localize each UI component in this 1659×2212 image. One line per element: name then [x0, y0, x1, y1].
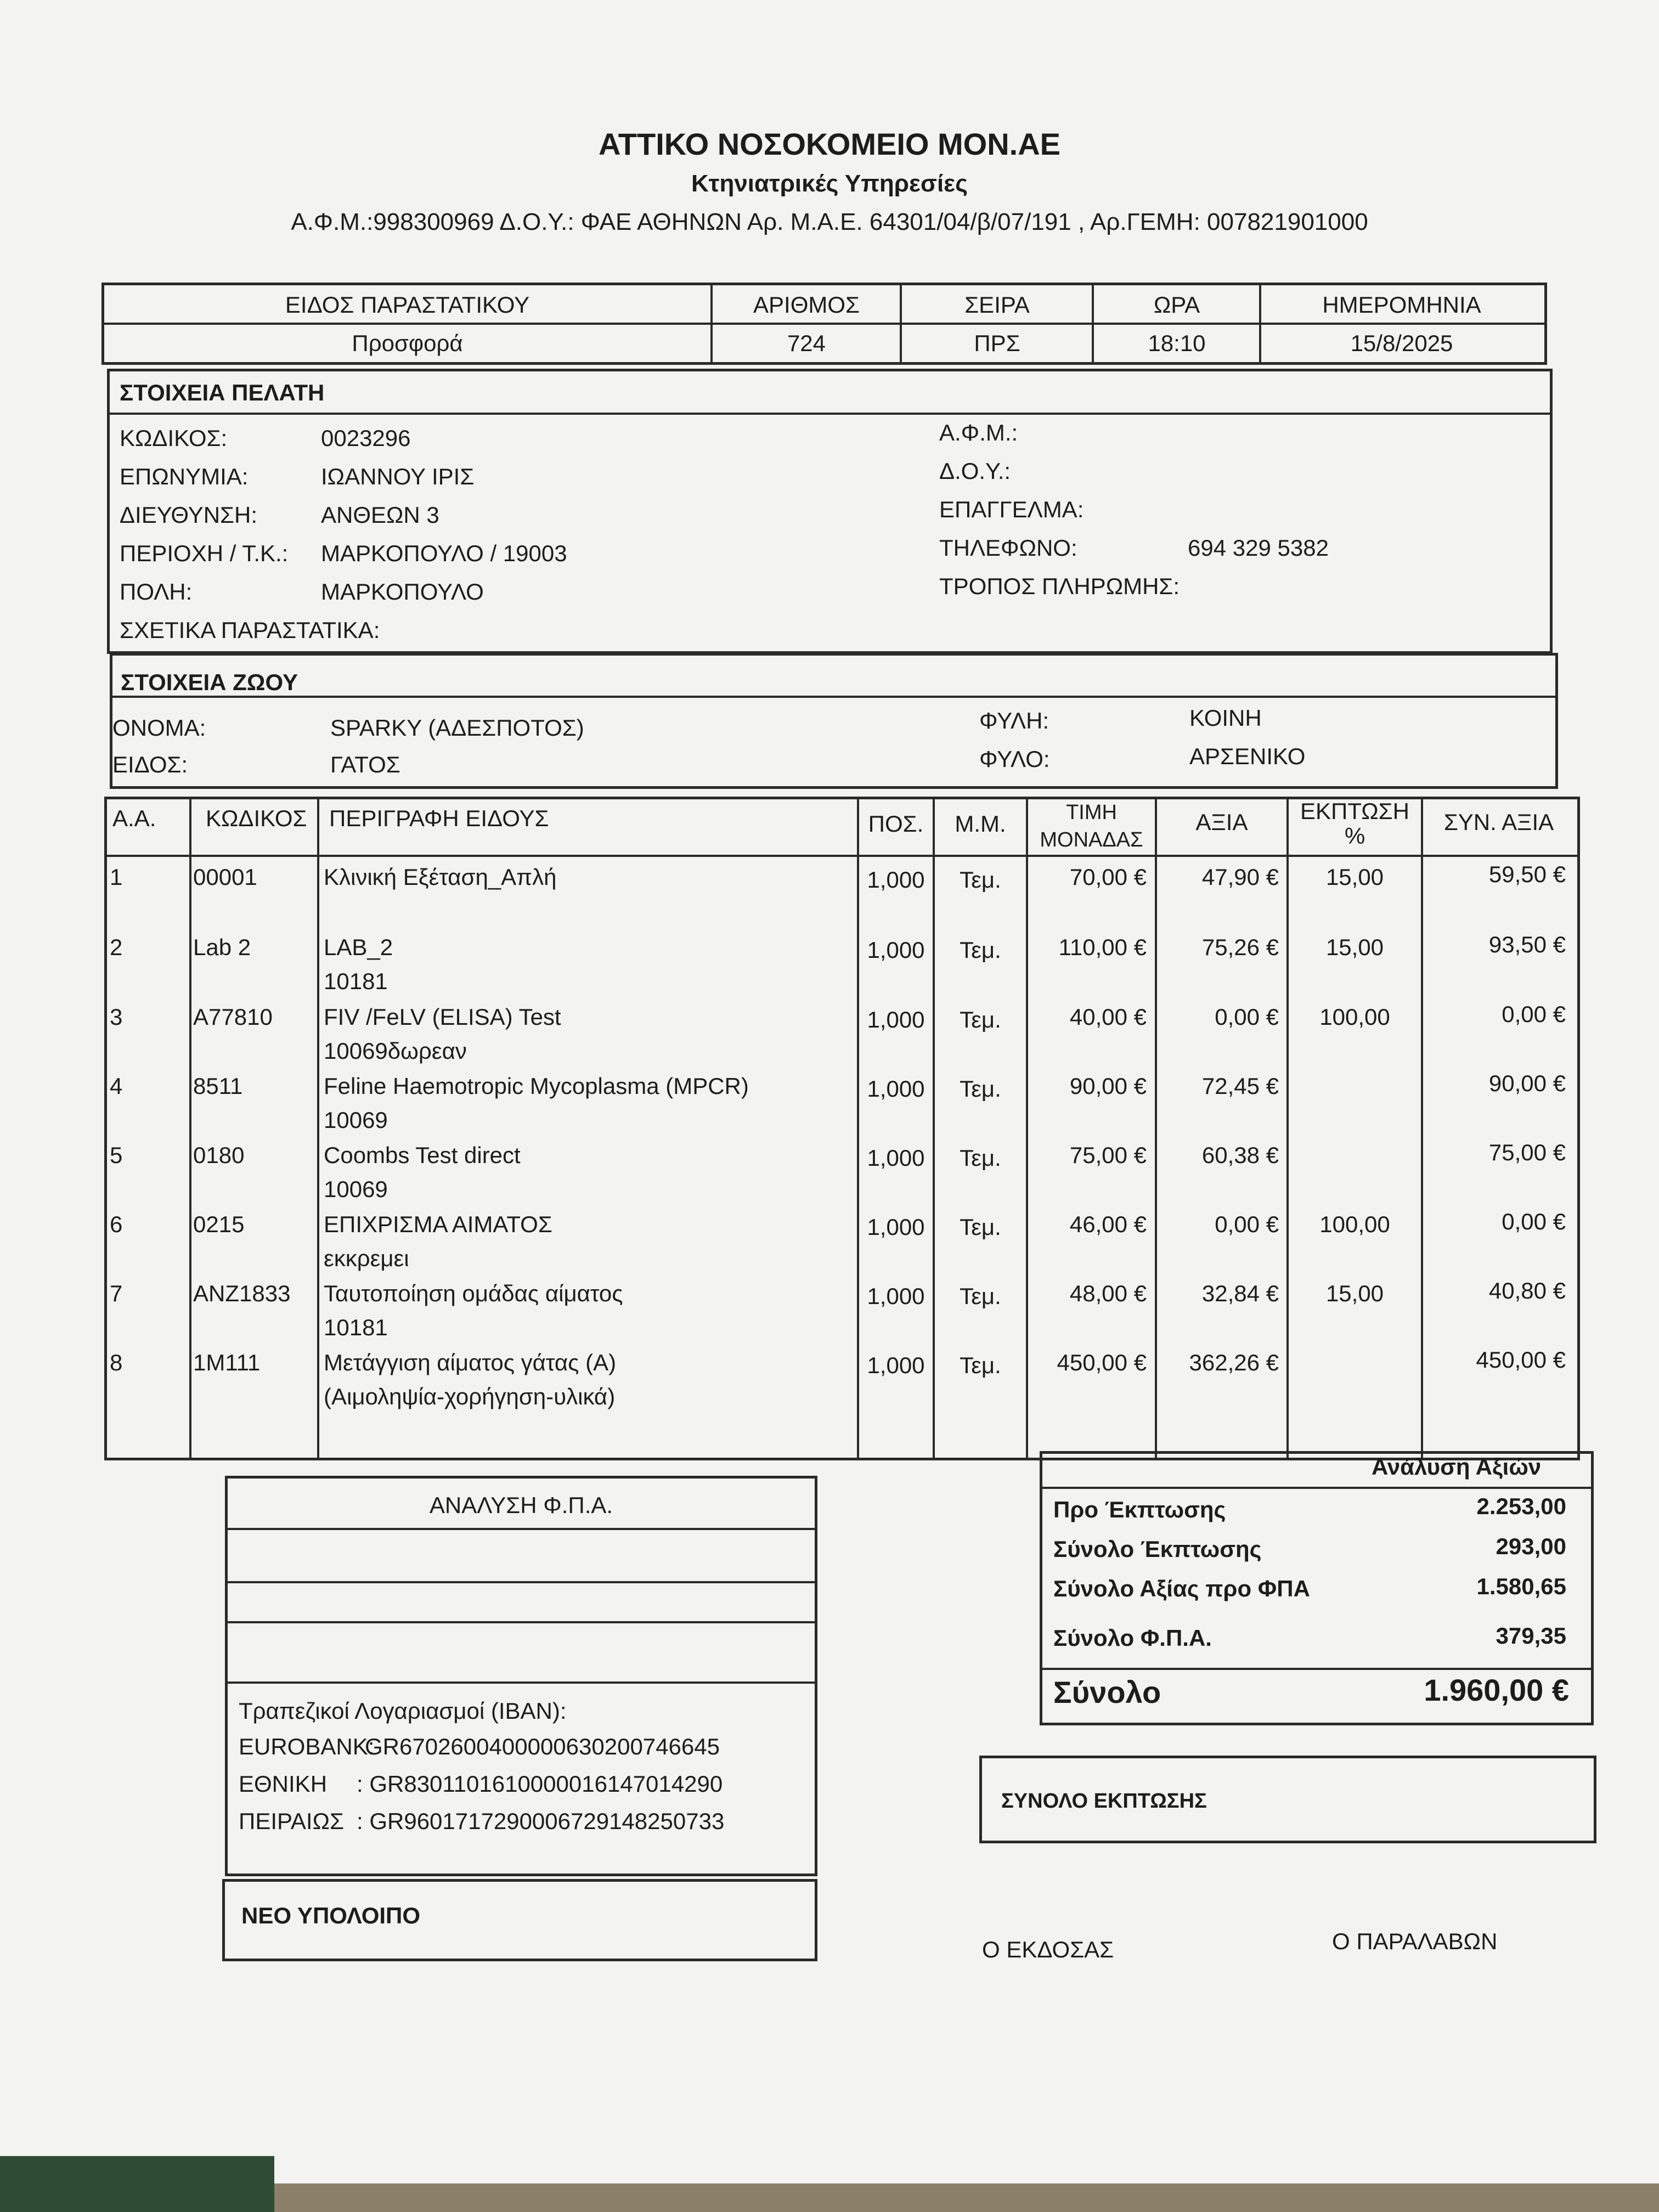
customer-area-label: ΠΕΡΙΟΧΗ / Τ.Κ.:	[120, 540, 289, 566]
row-3-code: A77810	[193, 1004, 273, 1030]
row-4-qty: 1,000	[867, 1076, 925, 1102]
row-5-desc2: 10069	[324, 1176, 388, 1202]
row-8-total: 450,00 €	[1476, 1347, 1566, 1373]
row-4-value: 72,45 €	[1201, 1073, 1279, 1099]
row-1-code: 00001	[193, 864, 257, 890]
doc-date-value: 15/8/2025	[1350, 330, 1453, 356]
col-unit-price-header: ΤΙΜΗ	[1066, 801, 1117, 824]
row-6-total: 0,00 €	[1502, 1209, 1566, 1234]
company-subtitle: Κτηνιατρικές Υπηρεσίες	[691, 170, 968, 197]
row-8-qty: 1,000	[867, 1352, 925, 1378]
row-5-value: 60,38 €	[1201, 1142, 1279, 1168]
col-discount-header-2: %	[1344, 823, 1365, 849]
grand-total-label: Σύνολο	[1053, 1675, 1161, 1709]
doc-series-value: ΠΡΣ	[974, 330, 1020, 356]
row-7-unit: Τεμ.	[960, 1283, 1001, 1309]
col-discount-header: ΕΚΠΤΩΣΗ	[1300, 798, 1409, 824]
row-3-qty: 1,000	[867, 1007, 925, 1032]
row-7-total: 40,80 €	[1488, 1278, 1566, 1304]
row-7-desc1: Ταυτοποίηση ομάδας αίματος	[324, 1280, 623, 1306]
animal-breed-label: ΦΥΛΗ:	[979, 708, 1049, 733]
col-value-header: ΑΞΙΑ	[1195, 809, 1248, 835]
row-8-price: 450,00 €	[1057, 1350, 1147, 1375]
customer-phone-label: ΤΗΛΕΦΩΝΟ:	[939, 535, 1077, 561]
customer-section-title: ΣΤΟΙΧΕΙΑ ΠΕΛΑΤΗ	[120, 380, 325, 405]
vat-total-value: 379,35	[1496, 1623, 1566, 1649]
doc-type-label: ΕΙΔΟΣ ΠΑΡΑΣΤΑΤΙΚΟΥ	[285, 292, 530, 318]
row-2-price: 110,00 €	[1058, 934, 1147, 960]
animal-sex: ΑΡΣΕΝΙΚΟ	[1189, 743, 1306, 769]
discount-label: Σύνολο Έκπτωσης	[1053, 1536, 1262, 1562]
bank-iban-3: : GR9601717290006729148250733	[357, 1808, 725, 1834]
row-7-aa: 7	[110, 1280, 123, 1306]
background-fabric	[0, 2156, 274, 2212]
row-3-aa: 3	[110, 1004, 123, 1030]
net-value-label: Σύνολο Αξίας προ ΦΠΑ	[1053, 1576, 1310, 1601]
bank-name-1: EUROBANK:	[239, 1734, 375, 1759]
row-5-aa: 5	[110, 1142, 123, 1168]
row-8-code: 1M111	[193, 1350, 261, 1375]
row-4-desc2: 10069	[324, 1107, 388, 1133]
row-1-price: 70,00 €	[1069, 864, 1147, 890]
new-balance-label: ΝΕΟ ΥΠΟΛΟΙΠΟ	[241, 1903, 421, 1928]
row-4-code: 8511	[193, 1073, 243, 1099]
row-2-disc: 15,00	[1325, 934, 1384, 960]
row-6-qty: 1,000	[867, 1214, 925, 1240]
doc-date-label: ΗΜΕΡΟΜΗΝΙΑ	[1322, 292, 1481, 318]
row-5-total: 75,00 €	[1488, 1139, 1566, 1165]
animal-section	[110, 653, 1558, 789]
vat-analysis-title: ΑΝΑΛΥΣΗ Φ.Π.Α.	[429, 1492, 613, 1518]
row-3-unit: Τεμ.	[960, 1007, 1001, 1032]
col-aa-header: Α.Α.	[112, 805, 156, 831]
row-1-value: 47,90 €	[1201, 864, 1279, 890]
bank-accounts-title: Τραπεζικοί Λογαριασμοί (IBAN):	[239, 1698, 567, 1724]
row-5-desc1: Coombs Test direct	[324, 1142, 521, 1168]
row-8-unit: Τεμ.	[960, 1352, 1001, 1378]
col-qty-header: ΠΟΣ.	[868, 811, 924, 837]
company-registry: Α.Φ.Μ.:998300969 Δ.Ο.Υ.: ΦΑΕ ΑΘΗΝΩΝ Αρ. Μ.Α.Ε. 64301/04/β/07/191 , Αρ.ΓΕΜΗ: 007821901000	[291, 208, 1368, 235]
doc-number-value: 724	[787, 330, 826, 356]
row-2-desc2: 10181	[324, 968, 388, 994]
row-4-aa: 4	[110, 1073, 123, 1099]
customer-doy-label: Δ.Ο.Υ.:	[939, 458, 1011, 484]
row-4-desc1: Feline Haemotropic Mycoplasma (MPCR)	[324, 1073, 749, 1099]
customer-name: ΙΩΑΝΝΟΥ ΙΡΙΣ	[321, 464, 475, 489]
discount-total-label: ΣΥΝΟΛΟ ΕΚΠΤΩΣΗΣ	[1001, 1790, 1207, 1813]
customer-afm-label: Α.Φ.Μ.:	[939, 420, 1018, 445]
row-3-value: 0,00 €	[1215, 1004, 1279, 1030]
animal-section-title: ΣΤΟΙΧΕΙΑ ΖΩΟΥ	[121, 669, 298, 695]
row-2-value: 75,26 €	[1201, 934, 1279, 960]
customer-phone: 694 329 5382	[1188, 535, 1329, 561]
doc-time-value: 18:10	[1148, 330, 1206, 356]
customer-payment-label: ΤΡΟΠΟΣ ΠΛΗΡΩΜΗΣ:	[939, 573, 1180, 599]
pre-discount-label: Προ Έκπτωσης	[1053, 1497, 1226, 1522]
col-unit-header: Μ.Μ.	[955, 811, 1006, 837]
animal-name-label: ΟΝΟΜΑ:	[112, 715, 206, 741]
issuer-signature-label: Ο ΕΚΔΟΣΑΣ	[982, 1937, 1114, 1962]
bank-name-3: ΠΕΙΡΑΙΩΣ	[239, 1808, 344, 1834]
row-7-code: ANZ1833	[193, 1280, 291, 1306]
row-2-code: Lab 2	[193, 934, 251, 960]
animal-name: SPARKY (ΑΔΕΣΠΟΤΟΣ)	[330, 715, 584, 741]
row-5-code: 0180	[193, 1142, 245, 1168]
pre-discount-value: 2.253,00	[1476, 1493, 1566, 1519]
doc-series-label: ΣΕΙΡΑ	[964, 292, 1030, 318]
grand-total-value: 1.960,00 €	[1424, 1673, 1569, 1707]
row-8-desc1: Μετάγγιση αίματος γάτας (Α)	[324, 1350, 617, 1375]
col-unit-price-header-2: ΜΟΝΑΔΑΣ	[1040, 828, 1143, 851]
row-3-total: 0,00 €	[1502, 1001, 1566, 1027]
net-value: 1.580,65	[1476, 1573, 1566, 1599]
receiver-signature-label: Ο ΠΑΡΑΛΑΒΩΝ	[1332, 1928, 1498, 1954]
customer-address: ΑΝΘΕΩΝ 3	[321, 502, 439, 528]
row-4-total: 90,00 €	[1488, 1070, 1566, 1096]
row-6-unit: Τεμ.	[960, 1214, 1001, 1240]
row-2-aa: 2	[110, 934, 123, 960]
row-6-desc2: εκκρεμει	[324, 1245, 409, 1271]
bank-iban-2: : GR8301101610000016147014290	[357, 1771, 723, 1797]
doc-number-label: ΑΡΙΘΜΟΣ	[753, 292, 860, 318]
row-1-unit: Τεμ.	[960, 867, 1001, 893]
customer-profession-label: ΕΠΑΓΓΕΛΜΑ:	[939, 496, 1084, 522]
row-4-unit: Τεμ.	[960, 1076, 1001, 1102]
row-1-qty: 1,000	[867, 867, 925, 893]
company-title: ΑΤΤΙΚΟ ΝΟΣΟΚΟΜΕΙΟ ΜΟΝ.ΑΕ	[598, 127, 1061, 161]
row-2-total: 93,50 €	[1488, 932, 1566, 957]
col-total-header: ΣΥΝ. ΑΞΙΑ	[1443, 809, 1554, 835]
row-3-disc: 100,00	[1319, 1004, 1390, 1030]
bank-iban-1: GR6702600400000630200746645	[365, 1734, 720, 1759]
row-1-total: 59,50 €	[1488, 861, 1566, 887]
row-6-desc1: ΕΠΙΧΡΙΣΜΑ ΑΙΜΑΤΟΣ	[324, 1211, 552, 1237]
row-1-aa: 1	[110, 864, 123, 890]
row-8-value: 362,26 €	[1189, 1350, 1279, 1375]
row-1-disc: 15,00	[1325, 864, 1384, 890]
vat-total-label: Σύνολο Φ.Π.Α.	[1053, 1625, 1212, 1651]
row-3-price: 40,00 €	[1069, 1004, 1147, 1030]
row-5-qty: 1,000	[867, 1145, 925, 1171]
doc-time-label: ΩΡΑ	[1153, 292, 1200, 318]
row-6-disc: 100,00	[1319, 1211, 1390, 1237]
customer-city: ΜΑΡΚΟΠΟΥΛΟ	[321, 579, 484, 605]
row-4-price: 90,00 €	[1069, 1073, 1147, 1099]
customer-area: ΜΑΡΚΟΠΟΥΛΟ / 19003	[321, 540, 567, 566]
row-7-price: 48,00 €	[1069, 1280, 1147, 1306]
bank-name-2: ΕΘΝΙΚΗ	[239, 1771, 328, 1797]
row-7-disc: 15,00	[1325, 1280, 1384, 1306]
discount-value: 293,00	[1496, 1533, 1566, 1559]
row-6-price: 46,00 €	[1069, 1211, 1147, 1237]
row-3-desc2: 10069δωρεαν	[324, 1038, 467, 1064]
row-5-unit: Τεμ.	[960, 1145, 1001, 1171]
animal-breed: ΚΟΙΝΗ	[1189, 705, 1262, 731]
row-2-unit: Τεμ.	[960, 937, 1001, 963]
row-8-aa: 8	[110, 1350, 123, 1375]
customer-code-label: ΚΩΔΙΚΟΣ:	[120, 425, 228, 451]
customer-address-label: ΔΙΕΥΘΥΝΣΗ:	[120, 502, 258, 528]
customer-city-label: ΠΟΛΗ:	[120, 579, 193, 605]
row-8-desc2: (Αιμοληψία-χορήγηση-υλικά)	[324, 1384, 616, 1409]
row-2-desc1: LAB_2	[324, 934, 393, 960]
col-code-header: ΚΩΔΙΚΟΣ	[206, 805, 307, 831]
totals-title: Ανάλυση Αξιών	[1372, 1454, 1542, 1480]
row-1-desc1: Κλινική Εξέταση_Απλή	[324, 864, 557, 890]
animal-species: ΓΑΤΟΣ	[330, 752, 400, 777]
col-description-header: ΠΕΡΙΓΡΑΦΗ ΕΙΔΟΥΣ	[329, 805, 549, 831]
row-3-desc1: FIV /FeLV (ELISA) Test	[324, 1004, 561, 1030]
row-7-value: 32,84 €	[1201, 1280, 1279, 1306]
customer-related-docs-label: ΣΧΕΤΙΚΑ ΠΑΡΑΣΤΑΤΙΚΑ:	[120, 617, 380, 643]
row-6-value: 0,00 €	[1215, 1211, 1279, 1237]
row-5-price: 75,00 €	[1069, 1142, 1147, 1168]
animal-species-label: ΕΙΔΟΣ:	[112, 752, 188, 777]
row-7-desc2: 10181	[324, 1314, 388, 1340]
row-6-code: 0215	[193, 1211, 245, 1237]
row-6-aa: 6	[110, 1211, 123, 1237]
customer-name-label: ΕΠΩΝΥΜΙΑ:	[120, 464, 249, 489]
row-2-qty: 1,000	[867, 937, 925, 963]
customer-code: 0023296	[321, 425, 411, 451]
row-7-qty: 1,000	[867, 1283, 925, 1309]
doc-type-value: Προσφορά	[352, 330, 463, 356]
animal-sex-label: ΦΥΛΟ:	[979, 746, 1050, 772]
